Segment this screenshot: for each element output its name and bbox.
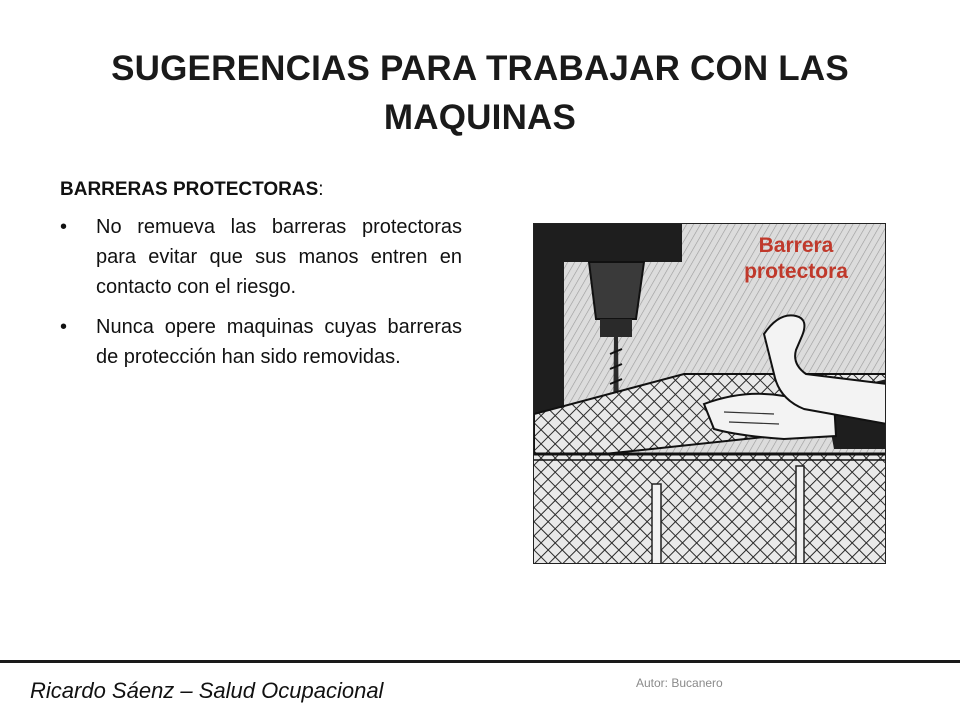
footer-author-course: Ricardo Sáenz – Salud Ocupacional — [30, 678, 384, 703]
section-heading-text: BARRERAS PROTECTORAS — [60, 179, 319, 200]
bullet-list — [60, 212, 462, 372]
footer-credit: Autor: Bucanero — [636, 676, 723, 690]
protective-barrier-illustration — [533, 223, 886, 564]
bullet-icon: • — [60, 316, 68, 338]
bullet-text: Nunca opere maquinas cuyas barreras de protección han sido removidas. — [96, 316, 462, 368]
barrier-label-line2: protectora — [744, 260, 848, 283]
footer-divider — [0, 660, 960, 663]
slide-title: SUGERENCIAS PARA TRABAJAR CON LAS MAQUINAS — [111, 49, 849, 137]
section-heading-colon: : — [318, 179, 324, 200]
bullet-item — [60, 312, 462, 372]
bullet-icon: • — [60, 216, 68, 238]
slide-body — [60, 176, 462, 382]
barrier-label-line1: Barrera — [758, 234, 834, 257]
bullet-text: No remueva las barreras protectoras para evitar que sus manos entren en contacto con el riesgo. — [96, 216, 462, 298]
section-heading — [60, 176, 462, 204]
bullet-item — [60, 212, 462, 302]
